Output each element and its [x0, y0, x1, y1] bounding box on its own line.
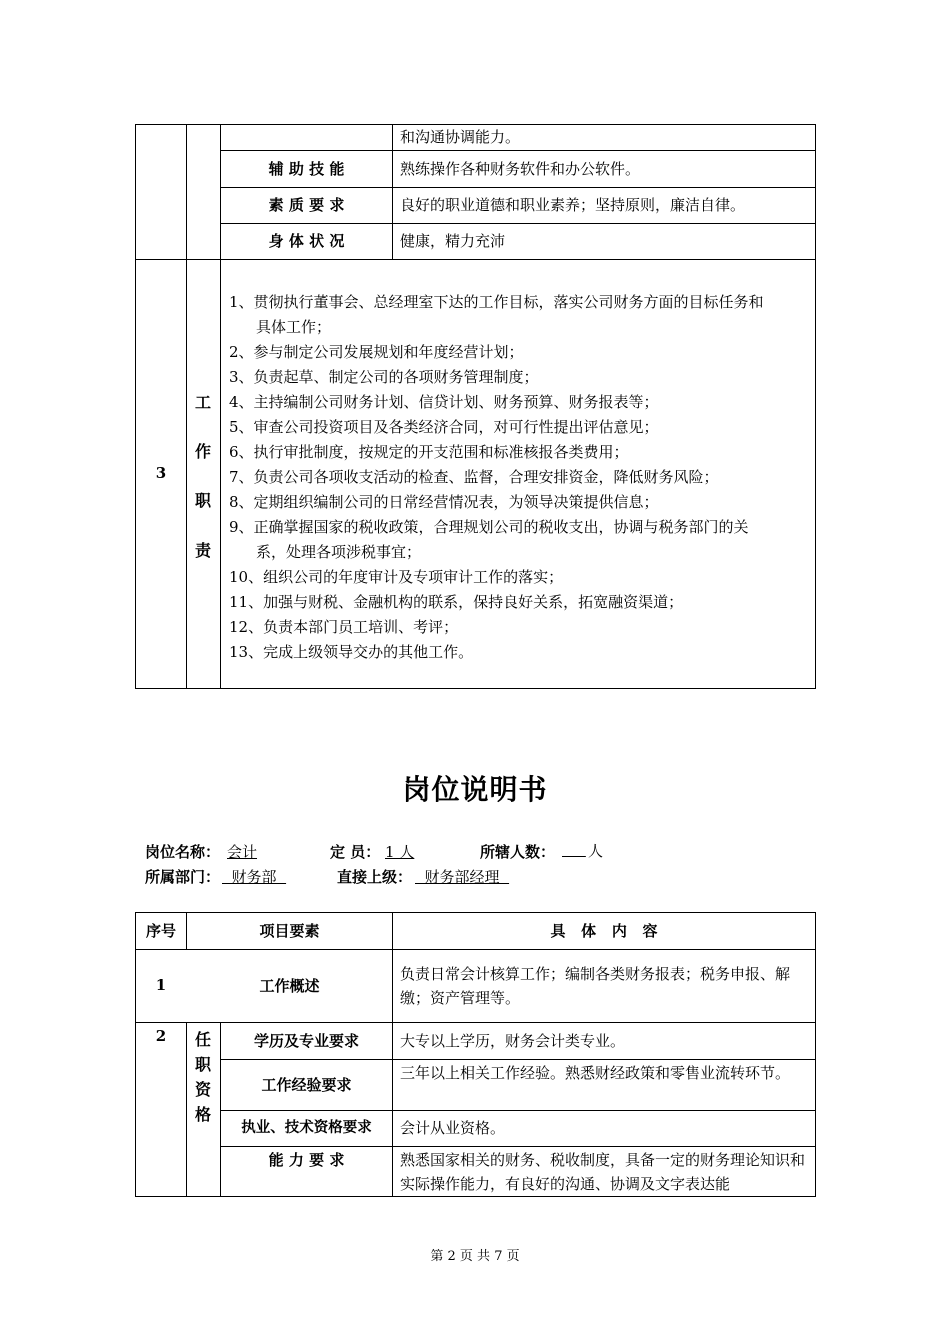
quality-value: 良好的职业道德和职业素养；坚持原则，廉洁自律。	[400, 196, 746, 214]
header-content: 具 体 内 容	[550, 922, 658, 940]
duty-item: 6、执行审批制度，按规定的开支范围和标准核报各类费用；	[229, 443, 629, 461]
superior-label: 直接上级：	[337, 868, 413, 886]
dept-value: 财务部	[222, 868, 287, 886]
duty-item: 10、组织公司的年度审计及专项审计工作的落实；	[229, 568, 564, 586]
overview-value: 负责日常会计核算工作；编制各类财务报表；税务申报、解缴；资产管理等。	[400, 965, 791, 1007]
ability-text-tail: 和沟通协调能力。	[400, 128, 521, 146]
ability-value: 熟悉国家相关的财务、税收制度，具备一定的财务理论知识和实际操作能力，有良好的沟通、协调及文字表达能	[400, 1151, 806, 1193]
duties-list	[229, 290, 764, 665]
duty-item: 12、负责本部门员工培训、考评；	[229, 618, 459, 636]
header-item: 项目要素	[259, 922, 320, 940]
duty-item-continued: 具体工作；	[256, 318, 332, 336]
qualification-title-char: 职	[194, 1055, 211, 1074]
qualification-title-char: 任	[194, 1030, 211, 1049]
post-name-value: 会计	[227, 843, 258, 861]
duty-item: 5、审查公司投资项目及各类经济合同，对可行性提出评估意见；	[229, 418, 659, 436]
aux-skill-label: 辅 助 技 能	[268, 160, 345, 178]
duties-title-char: 职	[194, 491, 211, 510]
duties-title-char: 责	[194, 541, 211, 560]
qualification-row-number: 2	[155, 1027, 167, 1045]
overview-label: 工作概述	[259, 977, 320, 995]
duty-item: 9、正确掌握国家的税收政策，合理规划公司的税收支出，协调与税务部门的关	[229, 518, 749, 536]
duties-title-char: 工	[194, 393, 211, 412]
health-label: 身 体 状 况	[268, 232, 345, 250]
dept-label: 所属部门：	[145, 868, 221, 886]
post-name-label: 岗位名称：	[145, 843, 221, 861]
duty-item-continued: 系，处理各项涉税事宜；	[256, 543, 422, 561]
health-value: 健康，精力充沛	[400, 232, 506, 250]
quota-label: 定 员：	[330, 843, 381, 861]
header-no: 序号	[145, 922, 176, 940]
experience-value: 三年以上相关工作经验。熟悉财经政策和零售业流转环节。	[400, 1064, 791, 1082]
duty-item: 2、参与制定公司发展规划和年度经营计划；	[229, 343, 524, 361]
duty-item: 7、负责公司各项收支活动的检查、监督，合理安排资金，降低财务风险；	[229, 468, 719, 486]
quality-label: 素 质 要 求	[268, 196, 345, 214]
certification-value: 会计从业资格。	[400, 1119, 506, 1137]
duty-item: 11、加强与财税、金融机构的联系，保持良好关系，拓宽融资渠道；	[229, 593, 684, 611]
duty-item: 8、定期组织编制公司的日常经营情况表，为领导决策提供信息；	[229, 493, 659, 511]
certification-label: 执业、技术资格要求	[241, 1120, 372, 1136]
duties-title-char: 作	[194, 442, 211, 461]
duty-item: 3、负责起草、制定公司的各项财务管理制度；	[229, 368, 539, 386]
ability-label: 能 力 要 求	[268, 1151, 345, 1169]
quota-value: 1 人	[385, 843, 415, 861]
overview-row-number: 1	[155, 976, 167, 994]
qualification-title-char: 格	[194, 1105, 211, 1124]
qualification-title-char: 资	[194, 1080, 211, 1099]
page-footer: 第 2 页 共 7 页	[430, 1249, 520, 1264]
duty-item: 1、贯彻执行董事会、总经理室下达的工作目标，落实公司财务方面的目标任务和	[229, 293, 764, 311]
aux-skill-value: 熟练操作各种财务软件和办公软件。	[400, 160, 641, 178]
subordinates-label: 所辖人数：	[480, 843, 556, 861]
experience-label: 工作经验要求	[261, 1076, 352, 1094]
subordinates-unit: 人	[588, 842, 604, 860]
duty-item: 4、主持编制公司财务计划、信贷计划、财务预算、财务报表等；	[229, 393, 659, 411]
duty-item: 13、完成上级领导交办的其他工作。	[229, 643, 474, 661]
education-label: 学历及专业要求	[253, 1032, 359, 1050]
subordinates-value	[562, 841, 588, 859]
duties-row-number: 3	[155, 464, 167, 482]
superior-value: 财务部经理	[415, 868, 510, 886]
education-value: 大专以上学历，财务会计类专业。	[400, 1032, 626, 1050]
page-title: 岗位说明书	[402, 773, 548, 806]
